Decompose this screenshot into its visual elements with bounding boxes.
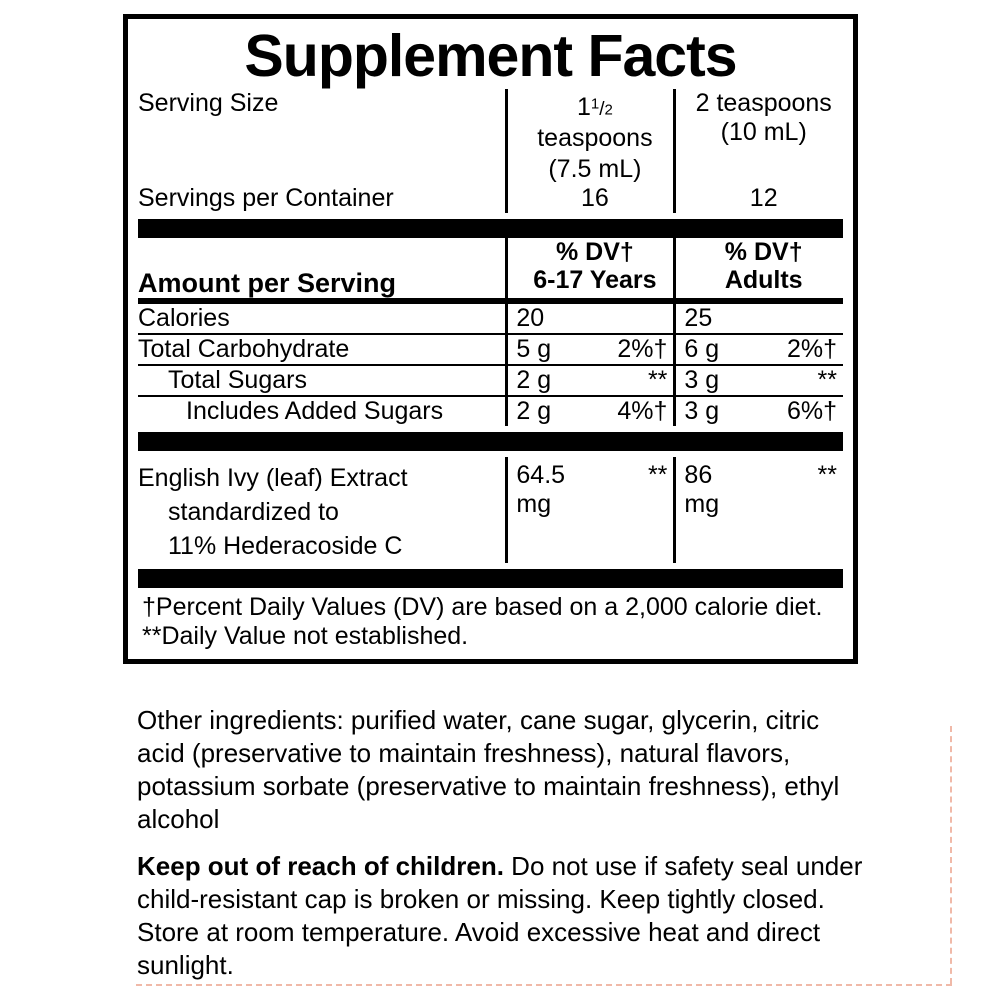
serving-size-kids xyxy=(507,89,675,184)
nutrient-kid-amount: 20 xyxy=(507,301,581,333)
nutrient-kid-amount: 2 g xyxy=(507,396,581,426)
servings-per-container-adults: 12 xyxy=(675,184,843,213)
servings-per-container-row xyxy=(138,184,843,213)
table-row xyxy=(138,334,843,364)
ingredient-name-line1: English Ivy (leaf) Extract xyxy=(138,464,408,492)
nutrient-kid-amount: 5 g xyxy=(507,334,581,364)
warning-heading: Keep out of reach of children. xyxy=(137,851,504,881)
dv-header-adults-line1: % DV† xyxy=(724,238,803,266)
serving-size-kids-text: $1^1/_2$ teaspoons xyxy=(537,92,653,152)
dv-header-row xyxy=(138,238,843,298)
cut-line-horizontal xyxy=(136,984,952,986)
nutrient-kid-dv: 2%† xyxy=(617,335,668,363)
page-title: Supplement Facts xyxy=(244,23,737,89)
supplement-facts-table xyxy=(138,89,843,588)
nutrient-adult-dv xyxy=(749,301,843,333)
ingredient-name xyxy=(138,457,507,563)
servings-per-container-label: Servings per Container xyxy=(138,184,394,212)
nutrient-adult-amount: 6 g xyxy=(675,334,749,364)
nutrient-kid-dv: ** xyxy=(647,366,668,394)
warning-body: Do not use if safety seal under child-resistant cap is broken or missing. Keep tightly closed. Store at room temperature. Avoid excessive heat and direct sunlight. xyxy=(137,851,863,980)
ingredient-adult-amount: 86 mg xyxy=(675,457,749,563)
nutrient-name: Total Carbohydrate xyxy=(138,335,350,363)
nutrient-adult-dv: ** xyxy=(817,366,837,394)
ingredient-name-line2: standardized to xyxy=(168,498,339,526)
nutrient-kid-amount: 2 g xyxy=(507,365,581,395)
dv-header-kids-line1: % DV† xyxy=(556,238,634,266)
ingredient-name-line3: 11% Hederacoside C xyxy=(168,532,403,560)
dv-header-kids-line2: 6-17 Years xyxy=(533,266,657,294)
dv-header-adults-line2: Adults xyxy=(724,266,803,294)
nutrient-adult-amount: 3 g xyxy=(675,396,749,426)
supplement-facts-panel xyxy=(123,14,858,664)
serving-size-kids-ml: (7.5 mL) xyxy=(548,155,642,183)
nutrient-adult-dv: 2%† xyxy=(786,335,837,363)
panel-footnote: †Percent Daily Values (DV) are based on a 2,000 calorie diet. **Daily Value not established. xyxy=(142,593,823,650)
nutrient-name: Calories xyxy=(138,304,230,332)
lower-text-block xyxy=(137,704,867,982)
thick-bar-1 xyxy=(138,219,843,238)
thick-bar-3 xyxy=(138,569,843,588)
serving-size-adults-text: 2 teaspoons xyxy=(695,89,832,117)
cut-line-vertical xyxy=(950,726,952,984)
warning-text xyxy=(137,850,867,982)
table-row xyxy=(138,365,843,395)
ingredient-kid-amount: 64.5 mg xyxy=(507,457,581,563)
nutrient-kid-dv: 4%† xyxy=(617,397,668,425)
nutrient-name: Total Sugars xyxy=(168,366,307,394)
nutrient-name: Includes Added Sugars xyxy=(186,397,444,425)
ingredient-kid-dv: ** xyxy=(647,461,668,489)
other-ingredients-text: Other ingredients: purified water, cane sugar, glycerin, citric acid (preservative to maintain freshness), natural flavors, potassium sorbate (preservative to maintain freshness), ethyl alcohol xyxy=(137,705,840,834)
serving-size-adults-ml: (10 mL) xyxy=(720,118,807,146)
dv-header-kids xyxy=(507,238,675,298)
dv-header-adults xyxy=(675,238,843,298)
servings-per-container-kids: 16 xyxy=(507,184,675,213)
nutrient-adult-dv: 6%† xyxy=(786,397,837,425)
serving-size-label: Serving Size xyxy=(138,89,279,117)
ingredient-adult-dv: ** xyxy=(817,461,837,489)
table-row xyxy=(138,396,843,426)
serving-size-adults xyxy=(675,89,843,184)
ingredient-row xyxy=(138,457,843,563)
nutrient-kid-dv xyxy=(581,301,675,333)
nutrient-adult-amount: 25 xyxy=(675,301,749,333)
serving-size-row xyxy=(138,89,843,184)
thick-bar-2 xyxy=(138,432,843,451)
amount-per-serving-label: Amount per Serving xyxy=(138,268,397,298)
nutrient-adult-amount: 3 g xyxy=(675,365,749,395)
table-row xyxy=(138,301,843,333)
